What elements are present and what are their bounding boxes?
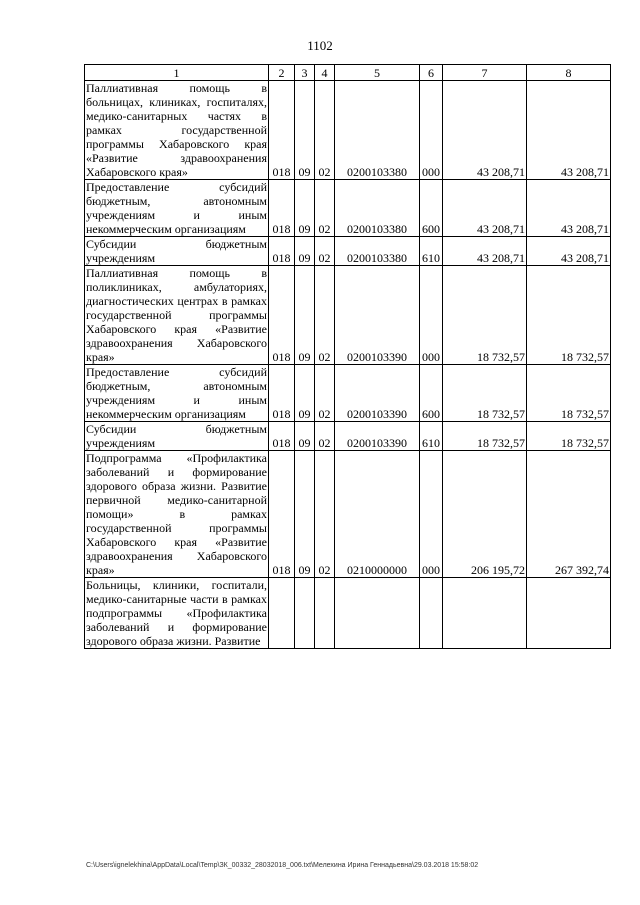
row-csr: 0210000000 — [335, 451, 420, 578]
row-sum-1: 43 208,71 — [443, 237, 527, 266]
row-vr: 610 — [420, 237, 443, 266]
table-row — [85, 422, 611, 451]
row-pr — [315, 578, 335, 649]
table-row — [85, 365, 611, 422]
row-csr: 0200103390 — [335, 365, 420, 422]
row-sum-1: 43 208,71 — [443, 180, 527, 237]
header-col-6: 6 — [420, 65, 443, 81]
row-pr: 02 — [315, 237, 335, 266]
row-rz: 09 — [295, 81, 315, 180]
row-sum-1: 43 208,71 — [443, 81, 527, 180]
row-sum-2: 267 392,74 — [527, 451, 611, 578]
row-vr: 610 — [420, 422, 443, 451]
row-name: Больницы, клиники, госпитали, медико-санитарные части в рамках подпрограммы «Профилактика заболеваний и формирование здорового образа жизни. Развитие — [86, 578, 267, 648]
row-rz: 09 — [295, 451, 315, 578]
row-vr: 000 — [420, 266, 443, 365]
row-csr: 0200103380 — [335, 81, 420, 180]
row-vr: 000 — [420, 451, 443, 578]
row-pr: 02 — [315, 81, 335, 180]
row-sum-2: 43 208,71 — [527, 81, 611, 180]
row-sum-1: 206 195,72 — [443, 451, 527, 578]
row-csr — [335, 578, 420, 649]
page-number: 1102 — [307, 38, 333, 53]
row-pr: 02 — [315, 266, 335, 365]
row-pr: 02 — [315, 422, 335, 451]
row-vr: 600 — [420, 180, 443, 237]
budget-table — [84, 64, 611, 649]
row-vr: 600 — [420, 365, 443, 422]
header-col-5: 5 — [335, 65, 420, 81]
row-sum-2: 43 208,71 — [527, 180, 611, 237]
row-sum-2: 18 732,57 — [527, 422, 611, 451]
row-sum-2: 43 208,71 — [527, 237, 611, 266]
row-grbs: 018 — [269, 180, 295, 237]
header-col-7: 7 — [443, 65, 527, 81]
row-csr: 0200103380 — [335, 180, 420, 237]
header-col-3: 3 — [295, 65, 315, 81]
row-pr: 02 — [315, 451, 335, 578]
row-rz: 09 — [295, 365, 315, 422]
header-col-2: 2 — [269, 65, 295, 81]
row-name: Субсидии бюджетным учреждениям — [86, 237, 267, 265]
row-name: Паллиативная помощь в больницах, клиниках, госпиталях, медико-санитарных частях в рамках государственной программы Хабаровского края «Развитие здравоохранения Хабаровского края» — [86, 81, 267, 179]
header-col-1: 1 — [85, 65, 269, 81]
row-sum-1: 18 732,57 — [443, 365, 527, 422]
row-csr: 0200103390 — [335, 422, 420, 451]
row-sum-2 — [527, 578, 611, 649]
row-pr: 02 — [315, 365, 335, 422]
header-col-4: 4 — [315, 65, 335, 81]
header-col-8: 8 — [527, 65, 611, 81]
row-sum-1: 18 732,57 — [443, 266, 527, 365]
row-rz: 09 — [295, 237, 315, 266]
row-rz: 09 — [295, 266, 315, 365]
table-row — [85, 81, 611, 180]
row-name: Предоставление субсидий бюджетным, автономным учреждениям и иным некоммерческим организациям — [86, 180, 267, 236]
table-row — [85, 451, 611, 578]
row-rz: 09 — [295, 180, 315, 237]
row-rz — [295, 578, 315, 649]
table-row — [85, 578, 611, 649]
row-sum-2: 18 732,57 — [527, 365, 611, 422]
row-name: Субсидии бюджетным учреждениям — [86, 422, 267, 450]
table-row — [85, 266, 611, 365]
row-grbs: 018 — [269, 81, 295, 180]
row-grbs: 018 — [269, 266, 295, 365]
row-grbs — [269, 578, 295, 649]
row-grbs: 018 — [269, 365, 295, 422]
row-vr — [420, 578, 443, 649]
row-rz: 09 — [295, 422, 315, 451]
row-name: Подпрограмма «Профилактика заболеваний и формирование здорового образа жизни. Развитие первичной медико-санитарной помощи» в рамках государственной программы Хабаровского края «Развитие здравоохранения Хабаровского края» — [86, 451, 267, 577]
row-name: Предоставление субсидий бюджетным, автономным учреждениям и иным некоммерческим организациям — [86, 365, 267, 421]
row-sum-1: 18 732,57 — [443, 422, 527, 451]
row-grbs: 018 — [269, 237, 295, 266]
row-grbs: 018 — [269, 422, 295, 451]
row-name: Паллиативная помощь в поликлиниках, амбулаториях, диагностических центрах в рамках государственной программы Хабаровского края «Развитие здравоохранения Хабаровского края» — [86, 266, 267, 364]
row-vr: 000 — [420, 81, 443, 180]
header-row — [85, 65, 611, 81]
row-csr: 0200103390 — [335, 266, 420, 365]
row-pr: 02 — [315, 180, 335, 237]
table-row — [85, 180, 611, 237]
row-sum-2: 18 732,57 — [527, 266, 611, 365]
row-sum-1 — [443, 578, 527, 649]
row-csr: 0200103380 — [335, 237, 420, 266]
row-grbs: 018 — [269, 451, 295, 578]
file-path-footer: C:\Users\ignelekhina\AppData\Local\Temp\ЗК_00332_28032018_006.txt\Мелехина Ирина Геннадьевна\29.03.2018 15:58:02 — [86, 862, 479, 869]
table-row — [85, 237, 611, 266]
